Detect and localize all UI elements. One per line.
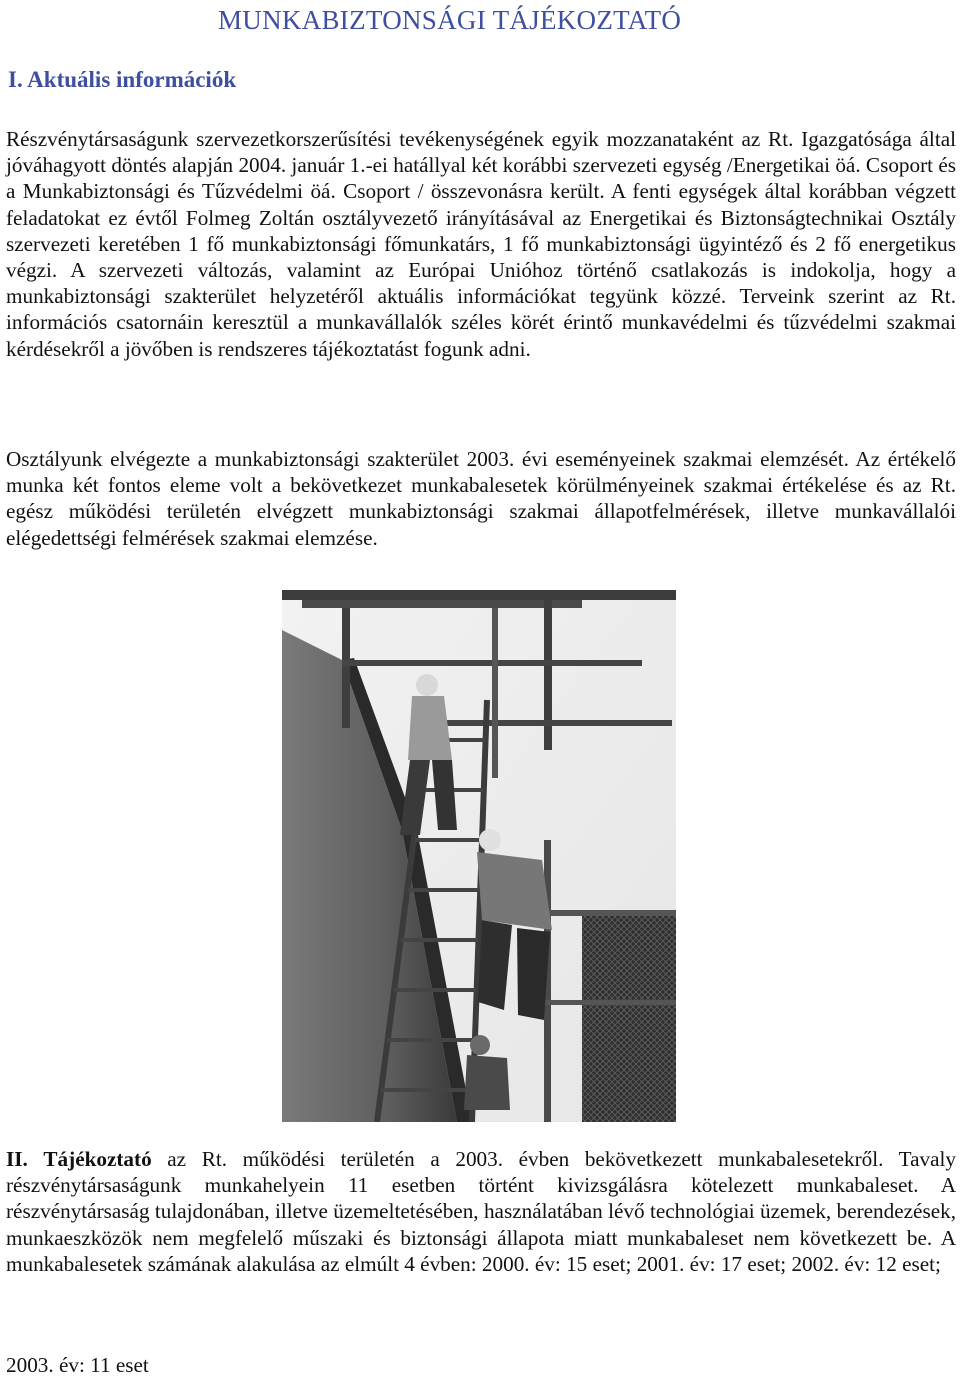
section-1-heading: I. Aktuális információk [8, 67, 237, 92]
section-1-paragraph-2: Osztályunk elvégezte a munkabiztonsági szakterület 2003. évi eseményeinek szakmai elemzését. Az értékelő munka két fontos eleme volt a bekövetkezet munkabalesetek körülményeinek szakmai értékelése és az Rt. egész működési területén elvégzett munkabiztonsági szakmai állapotfelmérések, illetve munkavállalói elégedettségi felmérések szakmai elemzése. [6, 447, 956, 550]
section-2-number: II. [6, 1147, 28, 1171]
section-2-text: az Rt. működési területén a 2003. évben bekövetkezett munkabalesetekről. Tavaly részvénytársaságunk munkahelyein 11 esetben történt kivizsgálásra kötelezett munkabaleset. A részvénytársaság tulajdonában, illetve üzemeltetésében, használatában lévő technológiai üzemek, berendezések, munkaeszközök nem megfelelő műszaki és biztonsági állapota miatt munkabaleset nem következett be. A munkabalesetek számának alakulása az elmúlt 4 évben: 2000. év: 15 eset; 2001. év: 17 eset; 2002. év: 12 eset; [6, 1147, 956, 1276]
section-2-last-line: 2003. év: 11 eset [6, 1353, 149, 1377]
workers-on-scaffold-photo [282, 590, 676, 1122]
section-2-paragraph [6, 1146, 956, 1277]
document-title: MUNKABIZTONSÁGI TÁJÉKOZTATÓ [218, 5, 682, 35]
section-1-paragraph-1: Részvénytársaságunk szervezetkorszerűsítési tevékenységének egyik mozzanataként az Rt. Igazgatósága által jóváhagyott döntés alapján 2004. január 1.-ei hatállyal két korábbi szervezeti egység /Energetikai öá. Csoport és a Munkabiztonsági és Tűzvédelmi öá. Csoport / összevonásra került. A fenti egységek által korábban végzett feladatokat ez évtől Folmeg Zoltán osztályvezető irányításával az Energetikai és Biztonságtechnikai Osztály szervezeti keretében 1 fő munkabiztonsági főmunkatárs, 1 fő munkabiztonsági ügyintéző és 2 fő energetikus végzi. A szervezeti változás, valamint az Európai Unióhoz történő csatlakozás is indokolja, hogy a munkabiztonsági szakterület helyzetéről aktuális információkat tegyünk közzé. Terveink szerint az Rt. információs csatornáin keresztül a munkavállalók széles körét érintő munkavédelmi és tűzvédelmi szakmai kérdésekről a jövőben is rendszeres tájékoztatást fogunk adni. [6, 127, 956, 361]
section-2-title-word: Tájékoztató [43, 1147, 152, 1171]
